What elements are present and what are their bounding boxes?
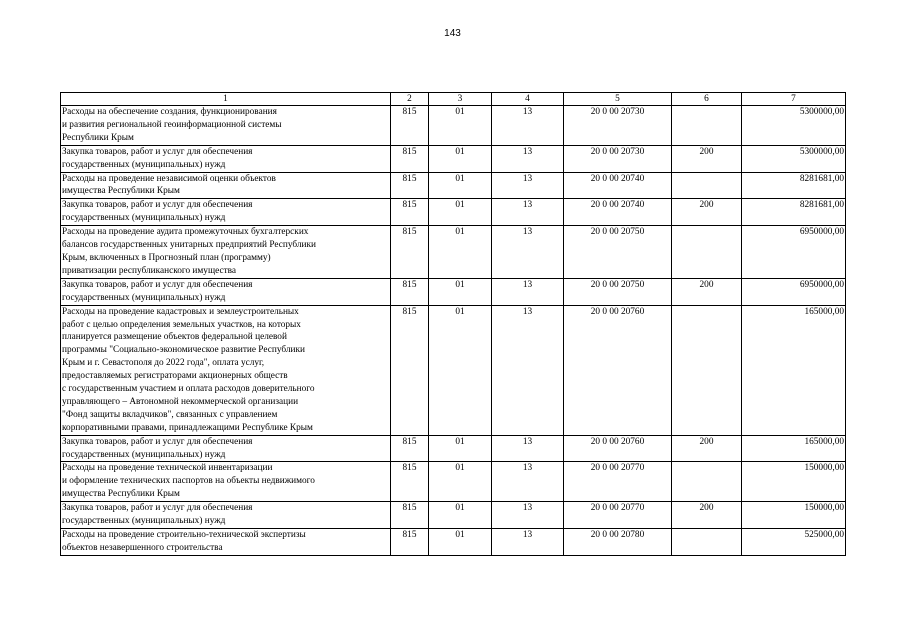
amount: 5300000,00 bbox=[742, 145, 846, 172]
expense-type-code bbox=[672, 172, 742, 199]
column-number: 7 bbox=[742, 93, 846, 106]
ministry-code: 815 bbox=[391, 435, 429, 462]
column-number: 3 bbox=[429, 93, 492, 106]
section-code: 01 bbox=[429, 502, 492, 529]
expense-description bbox=[61, 305, 391, 435]
amount: 6950000,00 bbox=[742, 226, 846, 279]
amount: 150000,00 bbox=[742, 462, 846, 502]
ministry-code: 815 bbox=[391, 145, 429, 172]
description-line: Закупка товаров, работ и услуг для обеспечения bbox=[62, 503, 253, 514]
table-row bbox=[61, 172, 846, 199]
subsection-code: 13 bbox=[492, 462, 564, 502]
description-line: объектов незавершенного строительства bbox=[62, 542, 223, 553]
expense-type-code: 200 bbox=[672, 435, 742, 462]
table-row bbox=[61, 305, 846, 435]
column-number-row bbox=[61, 93, 846, 106]
expense-type-code bbox=[672, 106, 742, 146]
description-line: Крым, включенных в Прогнозный план (программу) bbox=[62, 252, 271, 263]
description-line: Расходы на проведение строительно-технической экспертизы bbox=[62, 530, 306, 540]
description-line: государственных (муниципальных) нужд bbox=[62, 449, 226, 460]
target-article-code: 20 0 00 20730 bbox=[564, 106, 672, 146]
section-code: 01 bbox=[429, 226, 492, 279]
description-line: государственных (муниципальных) нужд bbox=[62, 292, 226, 303]
target-article-code: 20 0 00 20730 bbox=[564, 145, 672, 172]
description-line: работ с целью определения земельных участков, на которых bbox=[62, 319, 301, 330]
table-row bbox=[61, 145, 846, 172]
description-line: и оформление технических паспортов на объекты недвижимого bbox=[62, 476, 315, 487]
column-number: 5 bbox=[564, 93, 672, 106]
description-line: управляющего – Автономной некоммерческой организации bbox=[62, 396, 299, 407]
subsection-code: 13 bbox=[492, 278, 564, 305]
table-row bbox=[61, 502, 846, 529]
description-line: Расходы на проведение аудита промежуточных бухгалтерских bbox=[62, 227, 309, 238]
section-code: 01 bbox=[429, 145, 492, 172]
description-line: корпоративными правами, принадлежащими Республике Крым bbox=[62, 422, 313, 433]
expense-description bbox=[61, 502, 391, 529]
ministry-code: 815 bbox=[391, 172, 429, 199]
ministry-code: 815 bbox=[391, 278, 429, 305]
subsection-code: 13 bbox=[492, 502, 564, 529]
expense-type-code: 200 bbox=[672, 278, 742, 305]
amount: 165000,00 bbox=[742, 435, 846, 462]
expense-description bbox=[61, 199, 391, 226]
amount: 8281681,00 bbox=[742, 172, 846, 199]
amount: 8281681,00 bbox=[742, 199, 846, 226]
subsection-code: 13 bbox=[492, 172, 564, 199]
amount: 165000,00 bbox=[742, 305, 846, 435]
section-code: 01 bbox=[429, 435, 492, 462]
description-line: имущества Республики Крым bbox=[62, 489, 180, 500]
section-code: 01 bbox=[429, 106, 492, 146]
description-line: Закупка товаров, работ и услуг для обеспечения bbox=[62, 146, 253, 157]
target-article-code: 20 0 00 20760 bbox=[564, 435, 672, 462]
target-article-code: 20 0 00 20770 bbox=[564, 502, 672, 529]
description-line: Закупка товаров, работ и услуг для обеспечения bbox=[62, 200, 253, 211]
ministry-code: 815 bbox=[391, 305, 429, 435]
description-line: государственных (муниципальных) нужд bbox=[62, 159, 226, 170]
target-article-code: 20 0 00 20770 bbox=[564, 462, 672, 502]
table-row bbox=[61, 529, 846, 556]
table-row bbox=[61, 462, 846, 502]
table-row bbox=[61, 278, 846, 305]
expense-description bbox=[61, 172, 391, 199]
column-number: 1 bbox=[61, 93, 391, 106]
expense-description bbox=[61, 226, 391, 279]
table-row bbox=[61, 226, 846, 279]
expense-type-code: 200 bbox=[672, 199, 742, 226]
section-code: 01 bbox=[429, 305, 492, 435]
expense-type-code bbox=[672, 226, 742, 279]
description-line: балансов государственных унитарных предприятий Республики bbox=[62, 240, 316, 251]
description-line: Крым и г. Севастополя до 2022 года", оплата услуг, bbox=[62, 358, 265, 369]
table-row bbox=[61, 435, 846, 462]
column-number: 6 bbox=[672, 93, 742, 106]
description-line: приватизации республиканского имущества bbox=[62, 265, 237, 276]
target-article-code: 20 0 00 20740 bbox=[564, 199, 672, 226]
description-line: Расходы на обеспечение создания, функционирования bbox=[62, 107, 277, 117]
expense-type-code: 200 bbox=[672, 502, 742, 529]
expense-type-code bbox=[672, 529, 742, 556]
description-line: Расходы на проведение технической инвентаризации bbox=[62, 463, 273, 474]
expense-description bbox=[61, 462, 391, 502]
expense-type-code bbox=[672, 462, 742, 502]
ministry-code: 815 bbox=[391, 462, 429, 502]
description-line: Закупка товаров, работ и услуг для обеспечения bbox=[62, 279, 253, 290]
description-line: планируется размещение объектов федеральной целевой bbox=[62, 332, 287, 343]
target-article-code: 20 0 00 20750 bbox=[564, 278, 672, 305]
description-line: Республики Крым bbox=[62, 132, 134, 143]
section-code: 01 bbox=[429, 278, 492, 305]
section-code: 01 bbox=[429, 529, 492, 556]
description-line: Расходы на проведение независимой оценки объектов bbox=[62, 173, 276, 184]
description-line: предоставляемых регистраторами акционерных обществ bbox=[62, 371, 288, 382]
description-line: и развития региональной геоинформационной системы bbox=[62, 119, 282, 130]
target-article-code: 20 0 00 20780 bbox=[564, 529, 672, 556]
subsection-code: 13 bbox=[492, 529, 564, 556]
expense-type-code bbox=[672, 305, 742, 435]
amount: 5300000,00 bbox=[742, 106, 846, 146]
ministry-code: 815 bbox=[391, 502, 429, 529]
section-code: 01 bbox=[429, 462, 492, 502]
expense-description bbox=[61, 529, 391, 556]
section-code: 01 bbox=[429, 172, 492, 199]
column-number: 2 bbox=[391, 93, 429, 106]
ministry-code: 815 bbox=[391, 199, 429, 226]
description-line: Закупка товаров, работ и услуг для обеспечения bbox=[62, 436, 253, 447]
table-row bbox=[61, 106, 846, 146]
subsection-code: 13 bbox=[492, 199, 564, 226]
subsection-code: 13 bbox=[492, 435, 564, 462]
description-line: с государственным участием и оплата расходов доверительного bbox=[62, 384, 315, 395]
description-line: имущества Республики Крым bbox=[62, 186, 180, 197]
expense-description bbox=[61, 435, 391, 462]
target-article-code: 20 0 00 20740 bbox=[564, 172, 672, 199]
section-code: 01 bbox=[429, 199, 492, 226]
description-line: государственных (муниципальных) нужд bbox=[62, 516, 226, 527]
expense-description bbox=[61, 278, 391, 305]
description-line: Расходы на проведение кадастровых и землеустроительных bbox=[62, 306, 299, 317]
target-article-code: 20 0 00 20760 bbox=[564, 305, 672, 435]
amount: 150000,00 bbox=[742, 502, 846, 529]
target-article-code: 20 0 00 20750 bbox=[564, 226, 672, 279]
description-line: программы "Социально-экономическое развитие Республики bbox=[62, 345, 305, 356]
amount: 525000,00 bbox=[742, 529, 846, 556]
table-body bbox=[61, 106, 846, 556]
expense-description bbox=[61, 145, 391, 172]
ministry-code: 815 bbox=[391, 106, 429, 146]
subsection-code: 13 bbox=[492, 226, 564, 279]
column-number: 4 bbox=[492, 93, 564, 106]
page-number: 143 bbox=[444, 28, 461, 39]
table-row bbox=[61, 199, 846, 226]
description-line: "Фонд защиты вкладчиков", связанных с управлением bbox=[62, 409, 278, 420]
ministry-code: 815 bbox=[391, 226, 429, 279]
expense-description bbox=[61, 106, 391, 146]
amount: 6950000,00 bbox=[742, 278, 846, 305]
subsection-code: 13 bbox=[492, 145, 564, 172]
subsection-code: 13 bbox=[492, 106, 564, 146]
budget-table bbox=[60, 92, 846, 556]
ministry-code: 815 bbox=[391, 529, 429, 556]
description-line: государственных (муниципальных) нужд bbox=[62, 213, 226, 224]
subsection-code: 13 bbox=[492, 305, 564, 435]
expense-type-code: 200 bbox=[672, 145, 742, 172]
